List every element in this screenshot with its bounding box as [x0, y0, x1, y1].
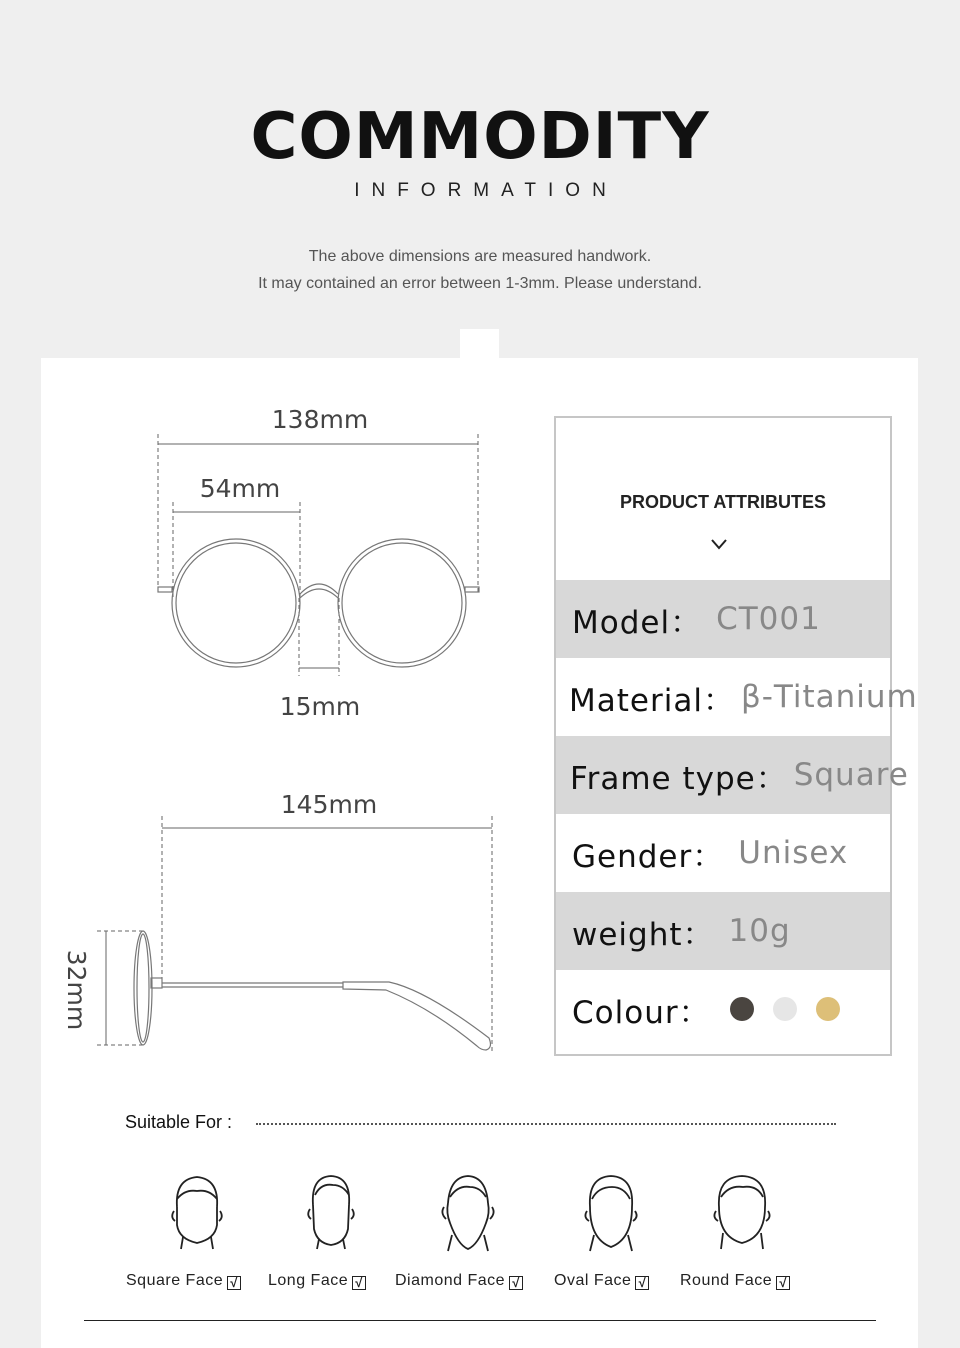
attributes-title: PRODUCT ATTRIBUTES: [620, 492, 826, 512]
attr-value: Square: [793, 757, 909, 793]
long-face-icon: [303, 1173, 359, 1249]
checkbox-checked-icon: √: [509, 1276, 523, 1290]
attr-value: CT001: [716, 601, 821, 637]
oval-face-icon: [582, 1173, 640, 1253]
glasses-dimension-diagram: [41, 358, 541, 1078]
checkbox-checked-icon: √: [776, 1276, 790, 1290]
face-label-text: Round Face: [680, 1272, 773, 1289]
face-option-square[interactable]: [126, 1272, 241, 1290]
measurement-note-line1: The above dimensions are measured handwork.: [308, 248, 652, 265]
checkbox-checked-icon: √: [635, 1276, 649, 1290]
dim-bridge: 15mm: [279, 692, 361, 721]
dotted-divider: [256, 1123, 836, 1125]
suitable-for-label: Suitable For :: [125, 1112, 233, 1132]
product-attributes-panel: [554, 416, 918, 1056]
colour-swatch-gold[interactable]: [816, 997, 840, 1021]
attr-key: Material：: [569, 682, 735, 719]
attr-value: Unisex: [738, 835, 849, 871]
diamond-face-icon: [438, 1173, 498, 1253]
attr-row-frame-type: [556, 736, 909, 814]
face-label-text: Square Face: [126, 1272, 224, 1289]
attr-key: Model：: [572, 604, 703, 641]
attr-value: 10g: [728, 913, 791, 949]
square-face-icon: [169, 1173, 225, 1249]
attr-row-gender: [556, 814, 890, 892]
attr-row-model: [556, 580, 890, 658]
dim-lens-width: 54mm: [199, 474, 281, 503]
attr-key: Frame type：: [570, 760, 788, 797]
attributes-header: [556, 418, 890, 580]
dim-temple-length: 145mm: [280, 790, 378, 819]
attr-key: Gender：: [572, 838, 725, 875]
dim-total-width: 138mm: [271, 405, 369, 434]
colour-swatch-silver[interactable]: [773, 997, 797, 1021]
card-notch: [460, 329, 499, 359]
checkbox-checked-icon: √: [227, 1276, 241, 1290]
face-option-oval[interactable]: [554, 1272, 649, 1290]
face-option-long[interactable]: [268, 1272, 366, 1290]
page-title: COMMODITY: [250, 100, 710, 174]
colour-swatch-dark-brown[interactable]: [730, 997, 754, 1021]
checkbox-checked-icon: √: [352, 1276, 366, 1290]
page-subtitle: INFORMATION: [354, 180, 618, 201]
chevron-down-icon: [711, 536, 727, 552]
attr-row-colour: [556, 970, 890, 1048]
attr-value: β-Titanium: [740, 679, 918, 715]
face-label-text: Long Face: [268, 1272, 349, 1289]
info-card: [41, 358, 918, 1348]
attr-key: weight：: [572, 916, 715, 953]
attr-row-material: [556, 658, 918, 736]
attr-row-weight: [556, 892, 890, 970]
face-option-diamond[interactable]: [395, 1272, 523, 1290]
face-label-text: Diamond Face: [395, 1272, 506, 1289]
face-option-round[interactable]: [680, 1272, 790, 1290]
dim-lens-height: 32mm: [62, 949, 91, 1031]
face-label-text: Oval Face: [554, 1272, 632, 1289]
bottom-divider: [84, 1320, 876, 1321]
round-face-icon: [713, 1173, 771, 1249]
attr-key: Colour：: [572, 994, 711, 1031]
measurement-note-line2: It may contained an error between 1-3mm. Please understand.: [258, 275, 702, 292]
